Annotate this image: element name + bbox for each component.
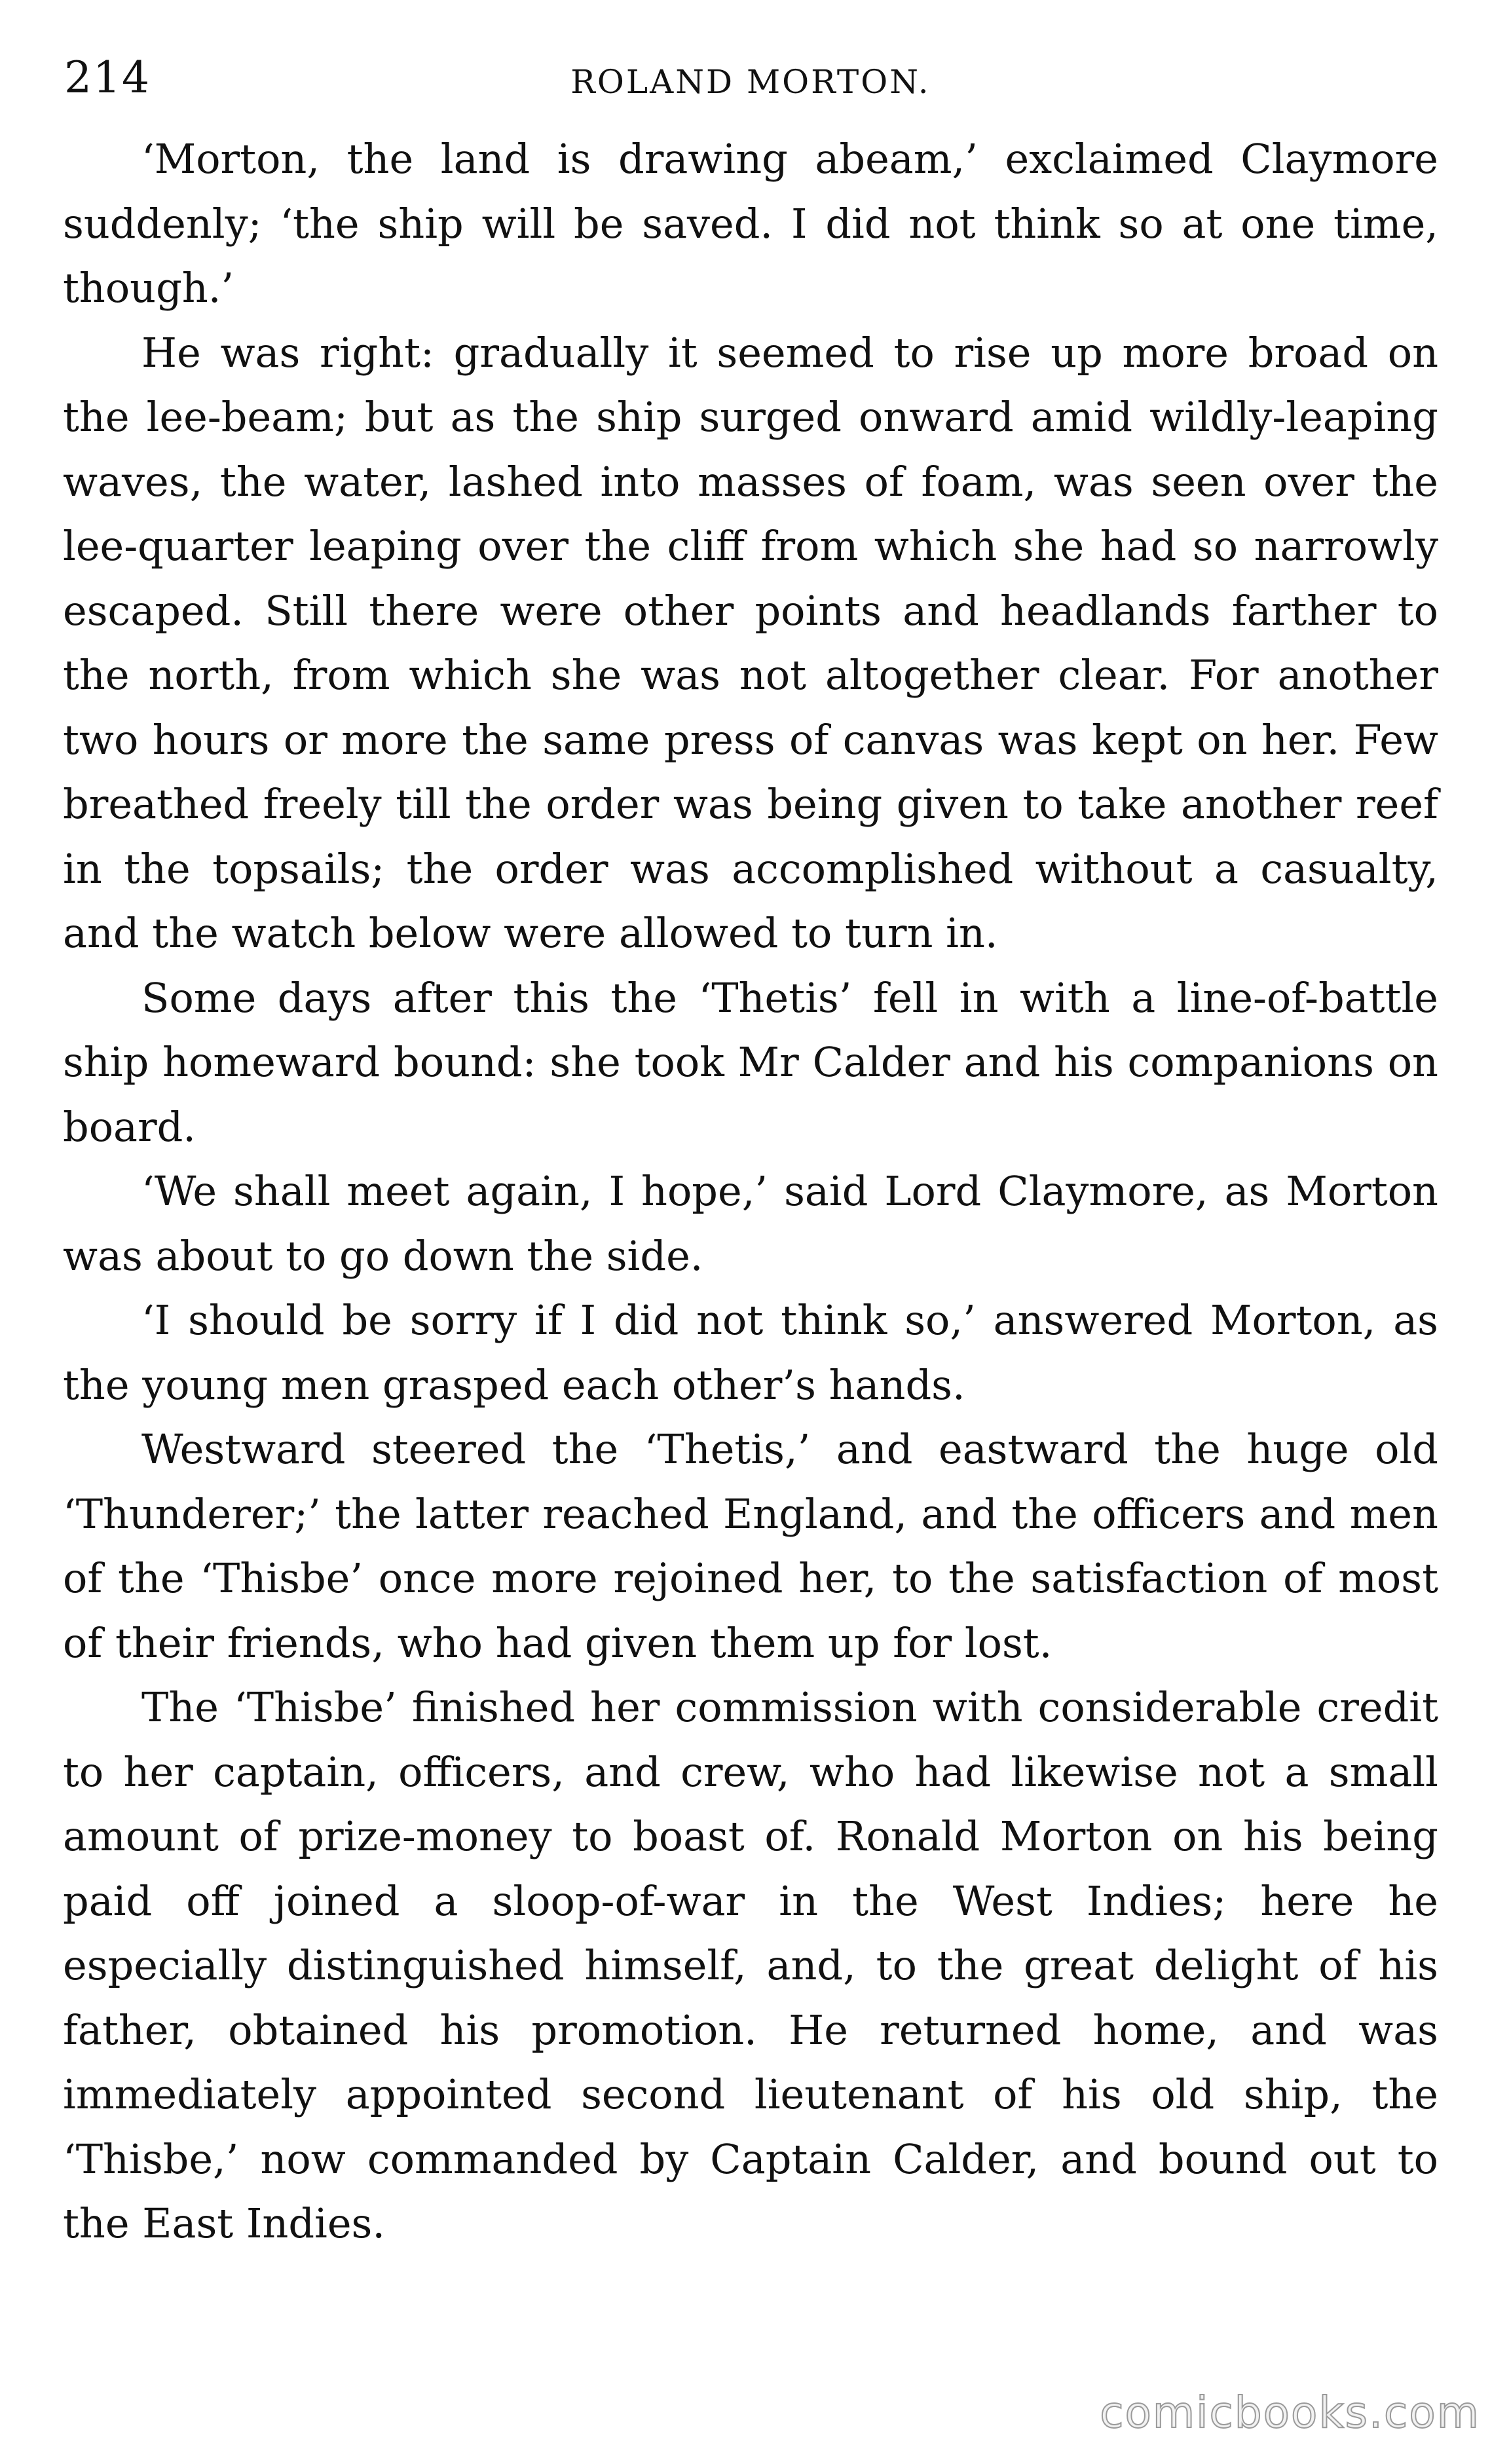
paragraph: ‘Morton, the land is drawing abeam,’ exclaimed Claymore suddenly; ‘the ship will be saved. I did not think so at one time, though.’	[63, 135, 1438, 312]
watermark: comicbooks.com	[1100, 2387, 1480, 2438]
paragraph: The ‘Thisbe’ finished her commission with considerable credit to her captain, officers, and crew, who had likewise not a small amount of prize-money to boast of. Ronald Morton on his being paid off joined a sloop-of-war in the West Indies; here he especially distinguished himself, and, to the great delight of his father, obtained his promotion. He returned home, and was immediately appointed second lieutenant of his old ship, the ‘Thisbe,’ now commanded by Captain Calder, and bound out to the East Indies.	[63, 1683, 1438, 2247]
running-title: ROLAND MORTON.	[570, 63, 931, 101]
page-number: 214	[64, 52, 151, 103]
body-text	[63, 127, 1438, 2256]
paragraph: Westward steered the ‘Thetis,’ and eastward the huge old ‘Thunderer;’ the latter reached England, and the officers and men of the ‘Thisbe’ once more rejoined her, to the satisfaction of most of their friends, who had given them up for lost.	[63, 1425, 1438, 1667]
running-header	[63, 46, 1438, 118]
paragraph: ‘We shall meet again, I hope,’ said Lord Claymore, as Morton was about to go down the side.	[63, 1167, 1438, 1280]
paragraph: ‘I should be sorry if I did not think so,’ answered Morton, as the young men grasped each other’s hands.	[63, 1296, 1438, 1409]
book-page	[63, 46, 1438, 2256]
paragraph: He was right: gradually it seemed to rise up more broad on the lee-beam; but as the ship surged onward amid wildly-leaping waves, the water, lashed into masses of foam, was seen over the lee-quarter leaping over the cliff from which she had so narrowly escaped. Still there were other points and headlands farther to the north, from which she was not altogether clear. For another two hours or more the same press of canvas was kept on her. Few breathed freely till the order was being given to take another reef in the topsails; the order was accomplished without a casualty, and the watch below were allowed to turn in.	[63, 328, 1438, 957]
paragraph: Some days after this the ‘Thetis’ fell in with a line-of-battle ship homeward bound: she took Mr Calder and his companions on board.	[63, 973, 1438, 1151]
